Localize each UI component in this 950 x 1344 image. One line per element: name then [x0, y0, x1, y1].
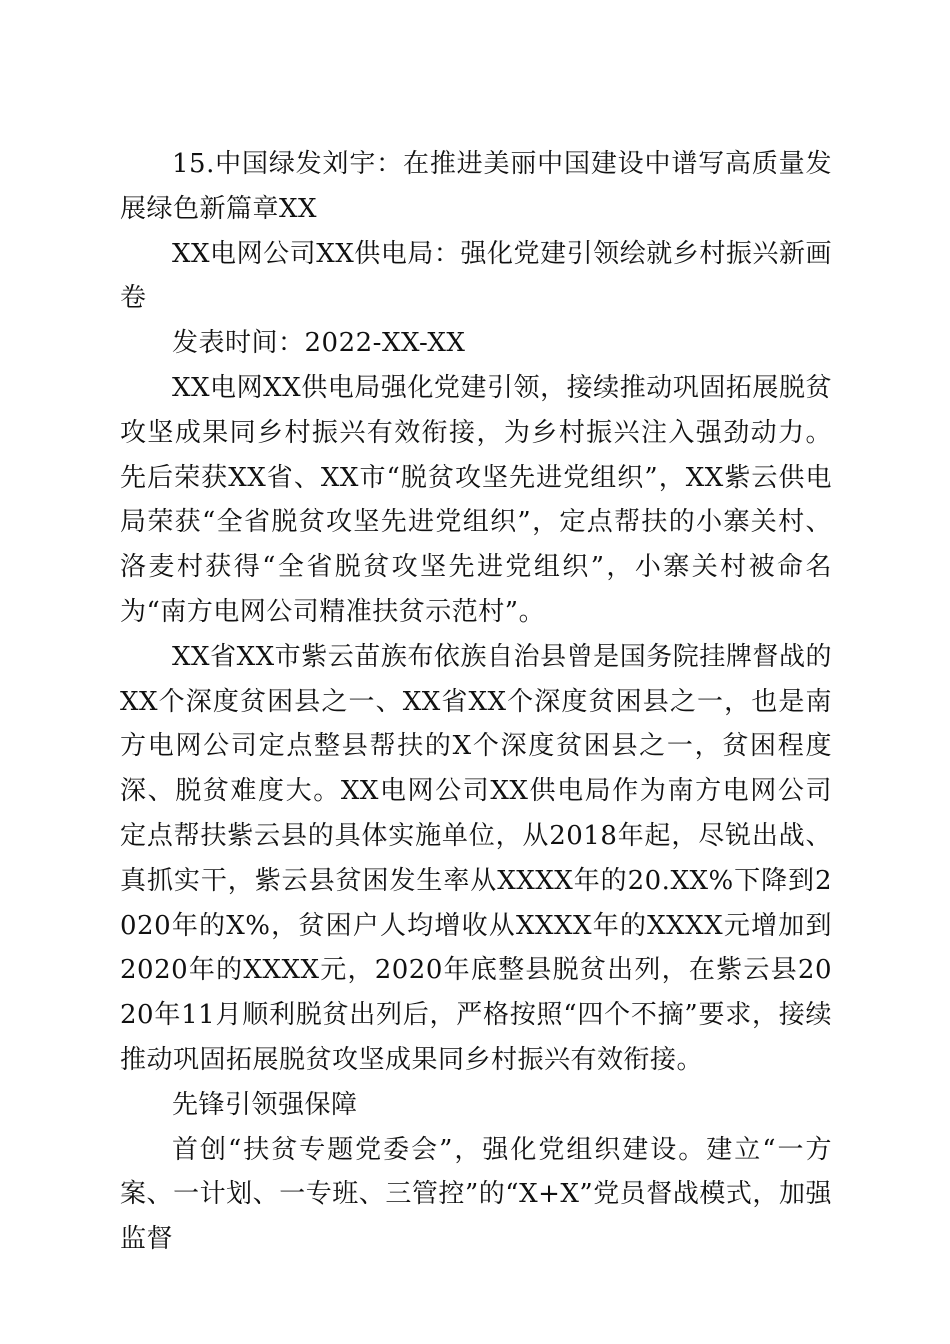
body-paragraph: XX电网XX供电局强化党建引领，接续推动巩固拓展脱贫攻坚成果同乡村振兴有效衔接，为乡村振兴注入强劲动力。先后荣获XX省、XX市“脱贫攻坚先进党组织”，XX紫云供电局荣获“全省脱贫攻坚先进党组织”，定点帮扶的小寨关村、洛麦村获得“全省脱贫攻坚先进党组织”，小寨关村被命名为“南方电网公司精准扶贫示范村”。 [120, 372, 832, 627]
section-heading: 先锋引领强保障 [172, 1089, 358, 1120]
body-paragraph: XX省XX市紫云苗族布依族自治县曾是国务院挂牌督战的XX个深度贫困县之一、XX省XX个深度贫困县之一，也是南方电网公司定点整县帮扶的X个深度贫困县之一，贫困程度深、脱贫难度大。XX电网公司XX供电局作为南方电网公司定点帮扶紫云县的具体实施单位，从2018年起，尽锐出战、真抓实干，紫云县贫困发生率从XXXX年的20.XX%下降到2020年的X%，贫困户人均增收从XXXX年的XXXX元增加到2020年的XXXX元，2020年底整县脱贫出列，在紫云县2020年11月顺利脱贫出列后，严格按照“四个不摘”要求，接续推动巩固拓展脱贫攻坚成果同乡村振兴有效衔接。 [120, 641, 832, 1075]
publish-time: 发表时间：2022-XX-XX [172, 328, 466, 359]
document-subtitle: XX电网公司XX供电局：强化党建引领绘就乡村振兴新画卷 [120, 238, 832, 314]
document-body [120, 142, 832, 1262]
section-paragraph: 首创“扶贫专题党委会”，强化党组织建设。建立“一方案、一计划、一专班、三管控”的“X+X”党员督战模式，加强监督 [120, 1134, 832, 1255]
document-title: 15.中国绿发刘宇：在推进美丽中国建设中谱写高质量发展绿色新篇章XX [120, 149, 832, 224]
